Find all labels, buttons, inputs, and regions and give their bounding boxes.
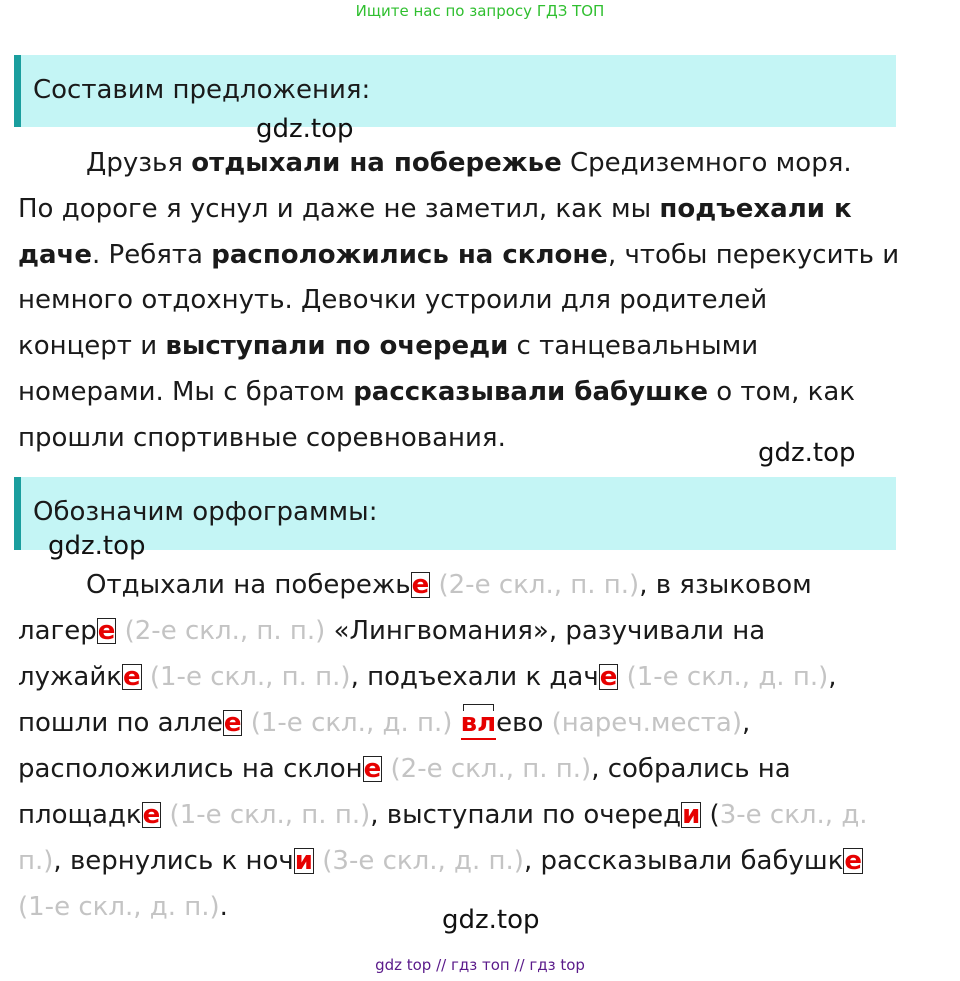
text-segment: По дороге я уснул и даже не заметил, как мы xyxy=(18,194,660,224)
grammar-note: (нареч.места) xyxy=(551,708,742,738)
text-segment: с танцевальными xyxy=(508,331,759,361)
text-segment: , подъехали к дач xyxy=(350,662,599,692)
text-segment: немного отдохнуть. Девочки устроили для родителей xyxy=(18,285,768,315)
watermark: gdz.top xyxy=(256,114,354,144)
section-header-sentences xyxy=(14,55,896,127)
text-segment xyxy=(618,662,626,692)
text-line xyxy=(18,892,228,922)
text-line xyxy=(18,423,506,453)
text-segment: Средиземного моря. xyxy=(561,148,852,178)
orthogram-letter: и xyxy=(682,800,701,830)
orthogram-letter: е xyxy=(122,662,141,692)
text-segment xyxy=(161,800,169,830)
text-segment: «Лингвомания», разучивали на xyxy=(325,616,766,646)
orthogram-letter: е xyxy=(97,616,116,646)
text-segment: площадк xyxy=(18,800,142,830)
text-line xyxy=(18,194,852,224)
grammar-note: п.) xyxy=(18,846,54,876)
footer-links: gdz top // гдз топ // гдз top xyxy=(375,956,585,974)
text-segment: ево xyxy=(496,708,552,738)
text-segment: концерт и xyxy=(18,331,166,361)
text-segment: Отдыхали на побережь xyxy=(86,570,411,600)
text-segment: , xyxy=(828,662,837,692)
text-segment: , собрались на xyxy=(591,754,791,784)
text-line xyxy=(18,662,837,692)
grammar-note: (3-е скл., д. п.) xyxy=(322,846,524,876)
text-segment: лагер xyxy=(18,616,97,646)
bold-phrase: даче xyxy=(18,240,93,270)
orthogram-letter: е xyxy=(411,570,430,600)
grammar-note: (1-е скл., д. п.) xyxy=(250,708,453,738)
grammar-note: (1-е скл., п. п.) xyxy=(149,662,351,692)
text-segment: , рассказывали бабушк xyxy=(523,846,844,876)
grammar-note: (2-е скл., п. п.) xyxy=(390,754,592,784)
grammar-note: (1-е скл., д. п.) xyxy=(18,892,220,922)
text-line xyxy=(18,800,868,830)
text-line xyxy=(18,708,750,738)
bold-phrase: отдыхали на побережье xyxy=(191,148,562,178)
text-segment: пошли по алле xyxy=(18,708,223,738)
watermark: gdz.top xyxy=(758,438,856,468)
text-line xyxy=(18,754,791,784)
grammar-note: (1-е скл., д. п.) xyxy=(626,662,829,692)
text-segment: о том, как xyxy=(707,377,855,407)
bold-phrase: выступали по очереди xyxy=(165,331,509,361)
orthogram-letter: и xyxy=(294,846,314,876)
grammar-note: (2-е скл., п. п.) xyxy=(438,570,640,600)
text-segment: . Ребята xyxy=(92,240,212,270)
orthogram-letter: е xyxy=(844,846,863,876)
text-line xyxy=(18,285,767,315)
text-segment: . xyxy=(219,892,228,922)
text-line xyxy=(18,240,899,270)
watermark: gdz.top xyxy=(442,905,540,935)
text-segment: , в языковом xyxy=(639,570,812,600)
section-title-spelling: Обозначим орфограммы: xyxy=(33,497,378,527)
text-segment xyxy=(452,708,460,738)
text-segment: , выступали по очеред xyxy=(370,800,682,830)
text-segment: , xyxy=(741,708,751,738)
grammar-note: 3-е скл., д. xyxy=(719,800,868,830)
text-segment: ( xyxy=(701,800,720,830)
text-line xyxy=(86,570,812,600)
prefix-mark: вл xyxy=(460,708,497,738)
bold-phrase: подъехали к xyxy=(659,194,852,224)
text-segment xyxy=(430,570,438,600)
text-segment: Друзья xyxy=(86,148,192,178)
section-title-sentences: Составим предложения: xyxy=(33,75,371,105)
orthogram-letter: е xyxy=(142,800,161,830)
text-segment xyxy=(242,708,250,738)
text-line xyxy=(18,377,855,407)
grammar-note: (1-е скл., п. п.) xyxy=(169,800,371,830)
text-segment: , чтобы перекусить и xyxy=(607,240,900,270)
text-line xyxy=(18,616,765,646)
text-segment: прошли спортивные соревнования. xyxy=(18,423,506,453)
watermark: gdz.top xyxy=(48,531,146,561)
text-segment xyxy=(382,754,390,784)
text-segment: , вернулись к ноч xyxy=(53,846,294,876)
text-segment: лужайк xyxy=(18,662,122,692)
text-line xyxy=(18,331,758,361)
top-search-note: Ищите нас по запросу ГДЗ ТОП xyxy=(355,2,605,20)
orthogram-letter: е xyxy=(363,754,382,784)
bold-phrase: рассказывали бабушке xyxy=(353,377,708,407)
orthogram-letter: е xyxy=(599,662,618,692)
grammar-note: (2-е скл., п. п.) xyxy=(124,616,326,646)
orthogram-letter: е xyxy=(223,708,242,738)
text-segment xyxy=(116,616,124,646)
text-segment: расположились на склон xyxy=(18,754,363,784)
text-line xyxy=(18,846,863,876)
text-line xyxy=(86,148,852,178)
section-header-spelling xyxy=(14,477,896,550)
bold-phrase: расположились на склоне xyxy=(211,240,608,270)
text-segment: номерами. Мы с братом xyxy=(18,377,354,407)
text-segment xyxy=(142,662,150,692)
